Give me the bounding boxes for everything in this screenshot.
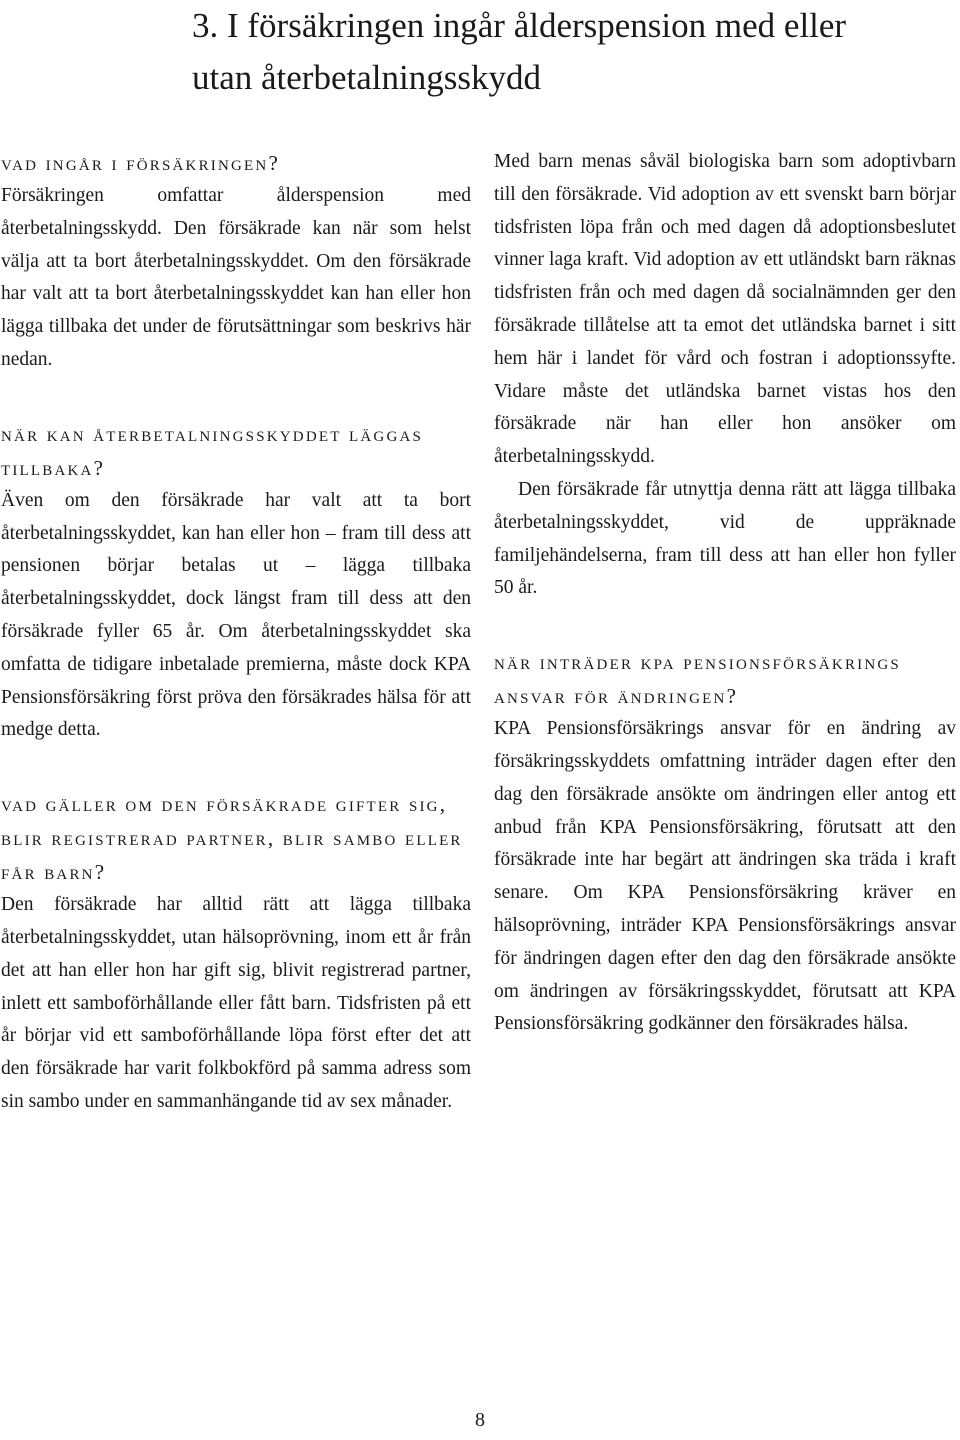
section-paragraph: Även om den försäkrade har valt att ta bort återbetalningsskyddet, kan han eller hon – fram till dess att pensionen börjar betalas ut – lägga tillbaka återbetalningsskyddet, dock längst fram till dess att den försäkrade fyller 65 år. Om återbetalningsskyddet ska omfatta de tidigare inbetalade premierna, måste dock KPA Pensionsförsäkring först pröva den försäkrades hälsa för att medge detta.	[1, 489, 471, 741]
section-heading-what-included: vad ingår i försäkringen?	[1, 151, 280, 175]
section-heading-when-restore: när kan återbetalningsskyddet läggas tillbaka?	[1, 421, 424, 480]
section-heading-family-events: vad gäller om den försäkrade gifter sig, blir registrerad partner, blir sambo eller får barn?	[1, 792, 463, 885]
intro-paragraph: Den försäkrade får utnyttja denna rätt att lägga tillbaka återbetalningsskyddet, vid de uppräknade familjehändelserna, fram till dess att han eller hon fyller 50 år.	[494, 478, 956, 599]
section-paragraph: Den försäkrade har alltid rätt att lägga tillbaka återbetalningsskyddet, utan hälsoprövning, inom ett år från det att han eller hon har gift sig, blivit registrerad partner, inlett ett samboförhållande eller fått barn. Tidsfristen på ett år börjar vid ett samboförhållande löpa först efter det att den försäkrade har varit folkbokförd på samma adress som sin sambo under en sammanhängande tid av sex månader.	[1, 894, 471, 1112]
page-title: 3. I försäkringen ingår ålderspension med eller utan återbetalningsskydd	[192, 6, 847, 97]
left-column	[1, 146, 471, 1119]
section-paragraph: Försäkringen omfattar ålderspension med återbetalningsskydd. Den försäkrade kan när som helst välja att ta bort återbetalningsskyddet. Om den försäkrade har valt att ta bort återbetalningsskyddet kan han eller hon lägga tillbaka det under de förutsättningar som beskrivs här nedan.	[1, 185, 471, 370]
section-heading-responsibility: när inträder kpa pensionsförsäkrings ansvar för ändringen?	[494, 650, 901, 709]
right-column	[494, 146, 956, 1041]
intro-paragraph: Med barn menas såväl biologiska barn som adoptivbarn till den försäkrade. Vid adoption av ett svenskt barn börjar tidsfristen löpa från och med dagen då adoptionsbeslutet vinner laga kraft. Vid adoption av ett utländskt barn räknas tidsfristen från och med dagen då socialnämnden ger den försäkrade tillåtelse att ta emot det utländska barnet i sitt hem här i landet för vård och fostran i adoptionssyfte. Vidare måste det utländska barnet vistas hos den försäkrade när han eller hon ansöker om återbetalningsskydd.	[494, 151, 956, 468]
section-paragraph: KPA Pensionsförsäkrings ansvar för en ändring av försäkringsskyddets omfattning inträder dagen efter den dag den försäkrade ansökte om ändringen eller antog ett anbud från KPA Pensionsförsäkring, förutsatt att den försäkrade inte har begärt att ändringen ska träda i kraft senare. Om KPA Pensionsförsäkring kräver en hälsoprövning, inträder KPA Pensionsförsäkrings ansvar för ändringen dagen efter den dag den försäkrade ansökte om ändringen av försäkringsskyddet, förutsatt att KPA Pensionsförsäkring godkänner den försäkrades hälsa.	[494, 718, 956, 1035]
page-number: 8	[475, 1409, 485, 1431]
